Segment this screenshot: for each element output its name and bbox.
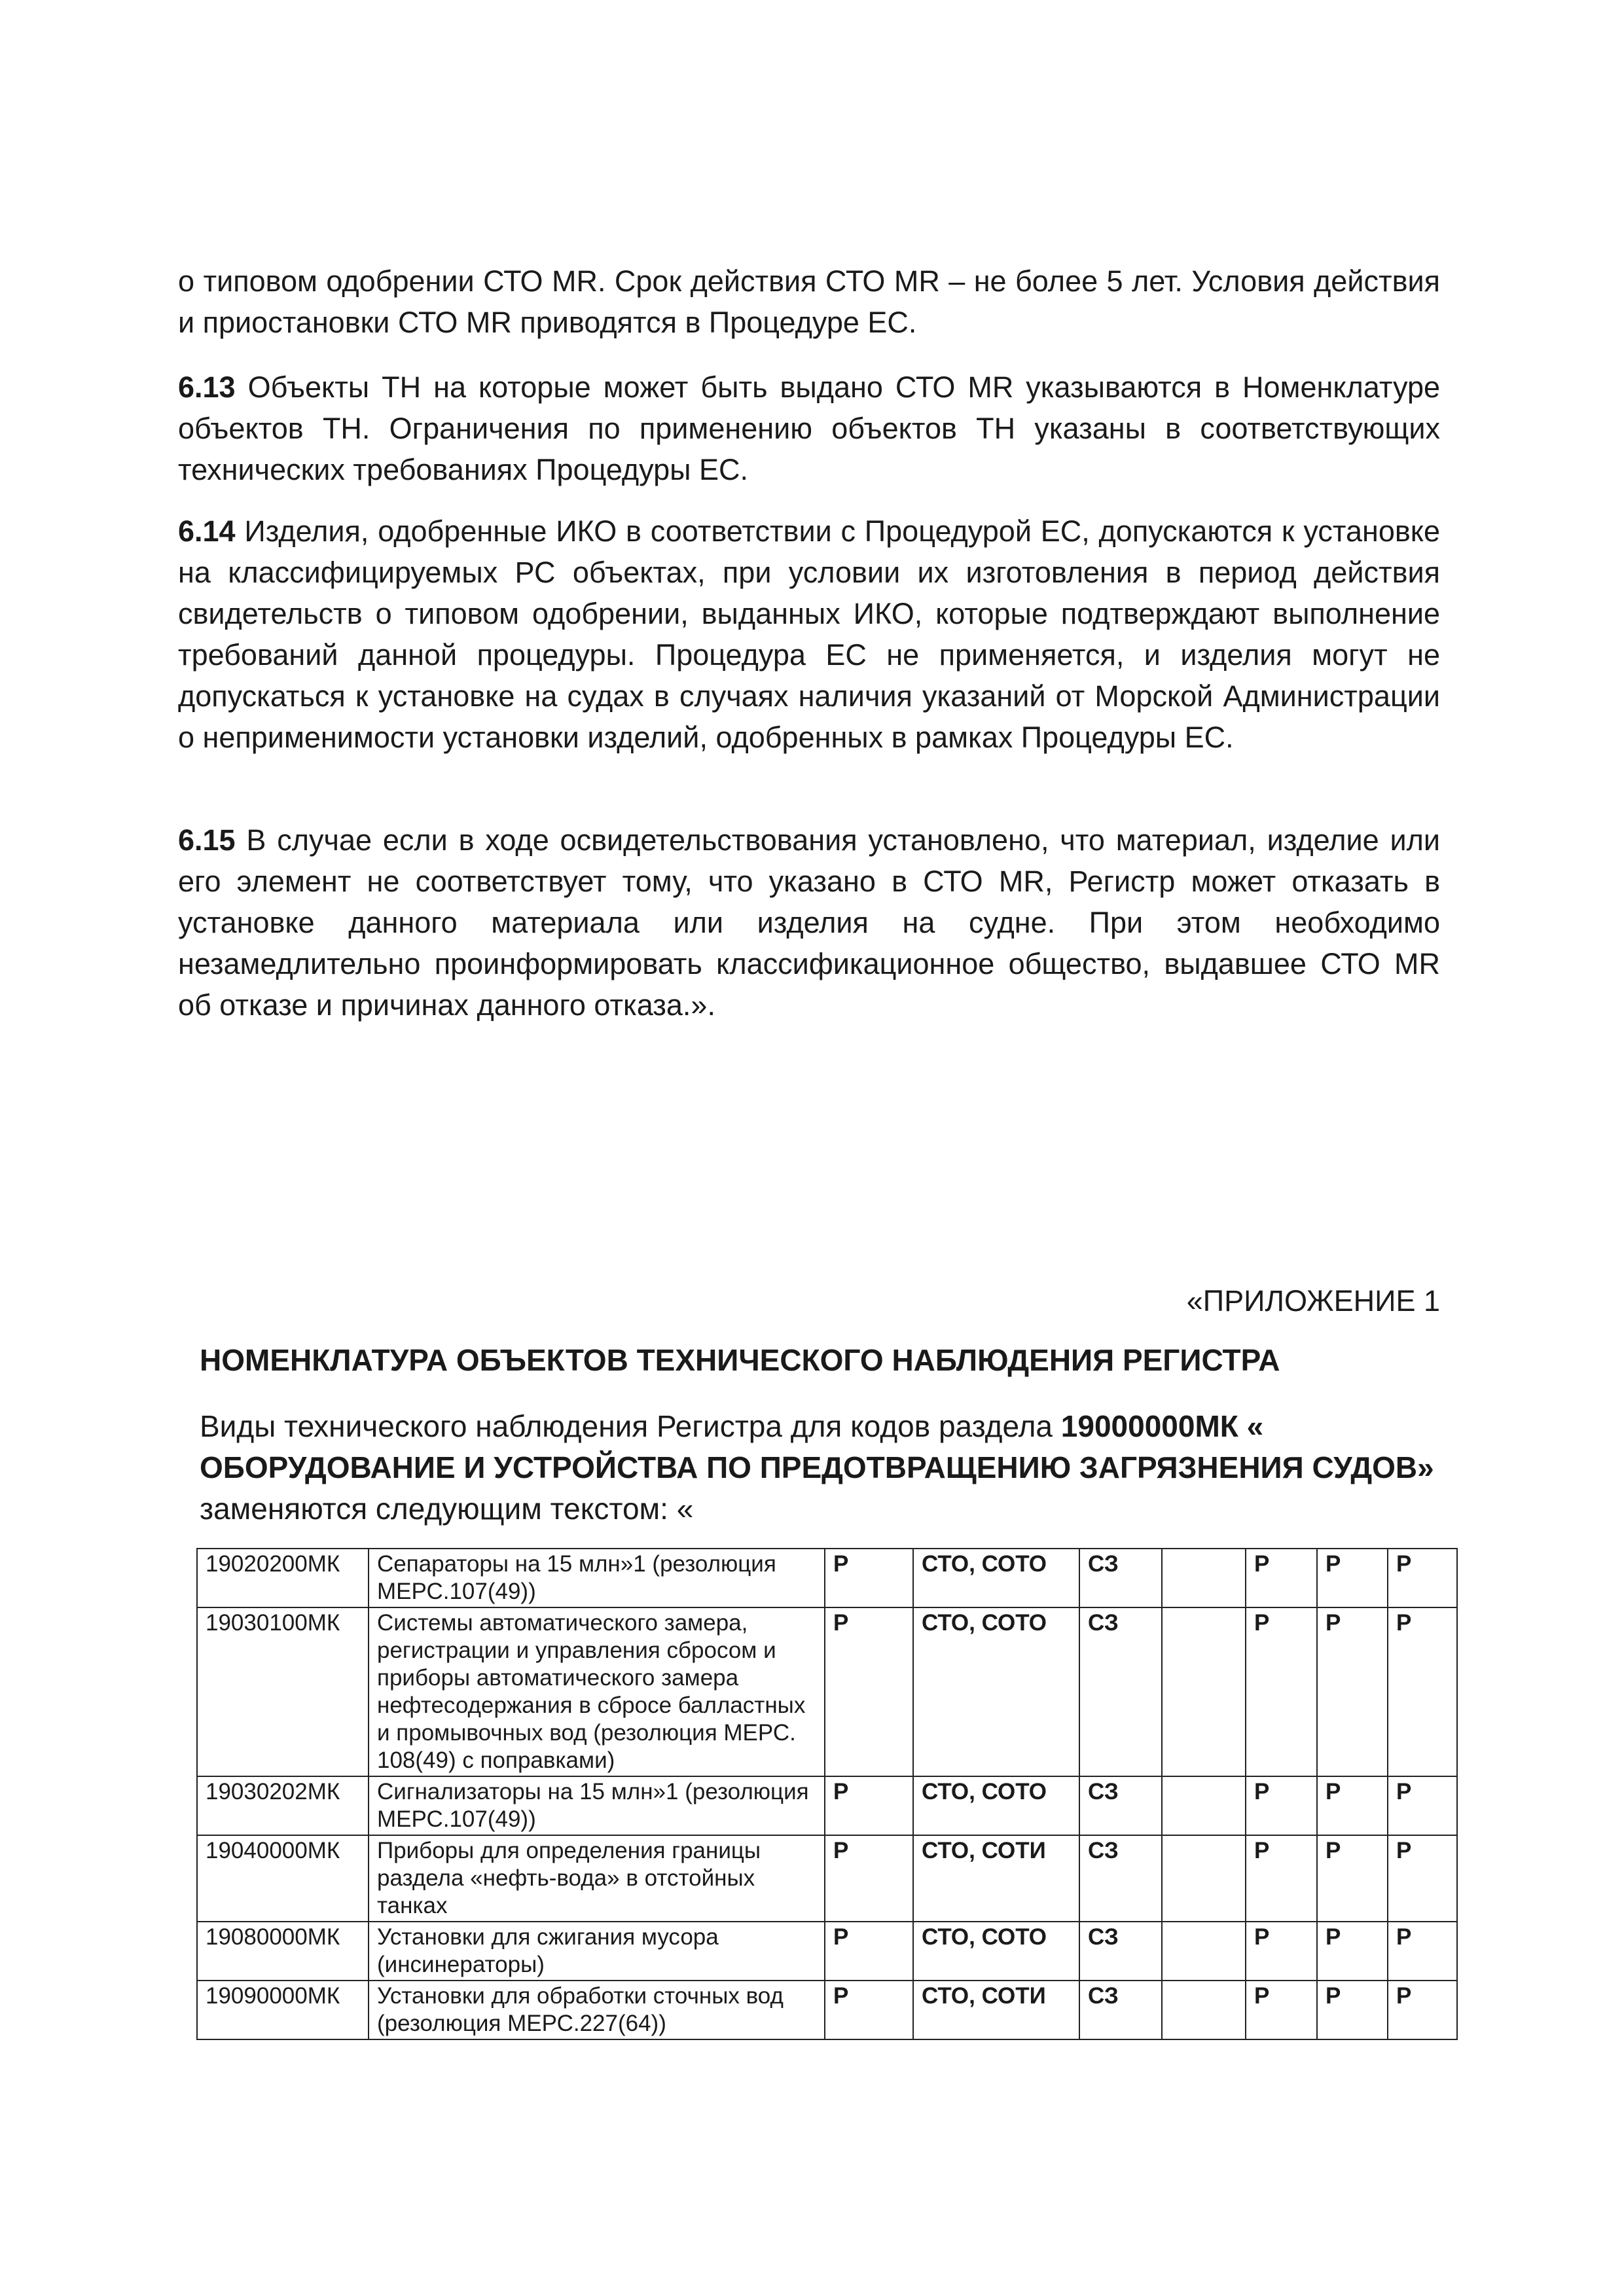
mark-cell-c: Р [1388,1835,1457,1922]
table-row [197,1835,1457,1922]
code-cell: 19030202МК [197,1776,369,1835]
mark-cell-b: Р [1317,1776,1388,1835]
mark-cell-a: Р [1246,1835,1317,1922]
document-cell: СТО, СОТО [913,1922,1079,1981]
blank-cell [1162,1776,1246,1835]
paragraph-number: 6.15 [178,823,236,857]
mark-cell-b: Р [1317,1922,1388,1981]
intro-text-end: заменяются следующим текстом: « [200,1492,694,1526]
status-cell: СЗ [1079,1981,1162,2039]
survey-cell: Р [825,1922,913,1981]
table-body [197,1549,1457,2039]
paragraph-text: Изделия, одобренные ИКО в соответствии с Процедурой ЕС, допускаются к установке на классифицируемых РС объектах, при условии их изготовления в период действия свидетельств о типовом одобрении, выданных ИКО, которые подтверждают выполнение требований данной процедуры. Процедура ЕС не применяется, и изделия могут не допускаться к установке на судах в случаях наличия указаний от Морской Администрации о неприменимости установки изделий, одобренных в рамках Процедуры ЕС. [178,514,1440,754]
survey-cell: Р [825,1981,913,2039]
code-cell: 19080000МК [197,1922,369,1981]
name-cell: Сепараторы на 15 млн»1 (резолюция МЕРС.107(49)) [369,1549,825,1607]
mark-cell-c: Р [1388,1981,1457,2039]
blank-cell [1162,1922,1246,1981]
appendix-label: «ПРИЛОЖЕНИЕ 1 [1186,1284,1440,1318]
paragraph-6-15 [178,819,1440,1026]
mark-cell-a: Р [1246,1981,1317,2039]
paragraph-number: 6.14 [178,514,236,548]
table-row [197,1981,1457,2039]
name-cell: Приборы для определения границы раздела «нефть-вода» в отстойных танках [369,1835,825,1922]
mark-cell-a: Р [1246,1776,1317,1835]
status-cell: СЗ [1079,1607,1162,1776]
survey-cell: Р [825,1549,913,1607]
survey-cell: Р [825,1835,913,1922]
mark-cell-b: Р [1317,1981,1388,2039]
document-cell: СТО, СОТИ [913,1981,1079,2039]
mark-cell-c: Р [1388,1549,1457,1607]
paragraph-6-14 [178,511,1440,758]
blank-cell [1162,1607,1246,1776]
mark-cell-c: Р [1388,1607,1457,1776]
survey-cell: Р [825,1776,913,1835]
code-cell: 19040000МК [197,1835,369,1922]
mark-cell-c: Р [1388,1776,1457,1835]
document-cell: СТО, СОТО [913,1776,1079,1835]
paragraph-text: о типовом одобрении СТО MR. Срок действия СТО MR – не более 5 лет. Условия действия и приостановки СТО MR приводятся в Процедуре ЕС. [178,264,1440,339]
nomenclature-table [196,1548,1458,2040]
mark-cell-a: Р [1246,1549,1317,1607]
intro-section-code: 19000000МК « ОБОРУДОВАНИЕ И УСТРОЙСТВА ПО ПРЕДОТВРАЩЕНИЮ ЗАГРЯЗНЕНИЯ СУДОВ» [200,1409,1434,1484]
mark-cell-c: Р [1388,1922,1457,1981]
table-row [197,1922,1457,1981]
status-cell: СЗ [1079,1922,1162,1981]
blank-cell [1162,1835,1246,1922]
paragraph-6-13 [178,367,1440,490]
paragraph-number: 6.13 [178,370,236,404]
survey-cell: Р [825,1607,913,1776]
document-cell: СТО, СОТО [913,1549,1079,1607]
code-cell: 19030100МК [197,1607,369,1776]
mark-cell-b: Р [1317,1835,1388,1922]
name-cell: Сигнализаторы на 15 млн»1 (резолюция МЕРС.107(49)) [369,1776,825,1835]
mark-cell-a: Р [1246,1922,1317,1981]
table-row [197,1549,1457,1607]
document-cell: СТО, СОТО [913,1607,1079,1776]
document-cell: СТО, СОТИ [913,1835,1079,1922]
status-cell: СЗ [1079,1835,1162,1922]
blank-cell [1162,1549,1246,1607]
nomenclature-title: НОМЕНКЛАТУРА ОБЪЕКТОВ ТЕХНИЧЕСКОГО НАБЛЮДЕНИЯ РЕГИСТРА [200,1343,1280,1377]
paragraph-text: Объекты ТН на которые может быть выдано СТО MR указываются в Номенклатуре объектов ТН. Ограничения по применению объектов ТН указаны в соответствующих технических требованиях Процедуры ЕС. [178,370,1440,486]
section-intro [200,1406,1443,1530]
status-cell: СЗ [1079,1776,1162,1835]
paragraph-text: В случае если в ходе освидетельствования установлено, что материал, изделие или его элемент не соответствует тому, что указано в СТО MR, Регистр может отказать в установке данного материала или изделия на судне. При этом необходимо незамедлительно проинформировать классификационное общество, выдавшее СТО MR об отказе и причинах данного отказа.». [178,823,1440,1022]
name-cell: Системы автоматического замера, регистрации и управления сбросом и приборы автоматического замера нефтесодержания в сбросе балластных и промывочных вод (резолюция МЕРС. 108(49) с поправками) [369,1607,825,1776]
name-cell: Установки для сжигания мусора (инсинераторы) [369,1922,825,1981]
code-cell: 19020200МК [197,1549,369,1607]
paragraph-continuation [178,260,1440,343]
table-row [197,1607,1457,1776]
status-cell: СЗ [1079,1549,1162,1607]
name-cell: Установки для обработки сточных вод (резолюция МЕРС.227(64)) [369,1981,825,2039]
mark-cell-b: Р [1317,1549,1388,1607]
code-cell: 19090000МК [197,1981,369,2039]
blank-cell [1162,1981,1246,2039]
mark-cell-b: Р [1317,1607,1388,1776]
table-row [197,1776,1457,1835]
intro-text: Виды технического наблюдения Регистра для кодов раздела [200,1409,1061,1443]
mark-cell-a: Р [1246,1607,1317,1776]
